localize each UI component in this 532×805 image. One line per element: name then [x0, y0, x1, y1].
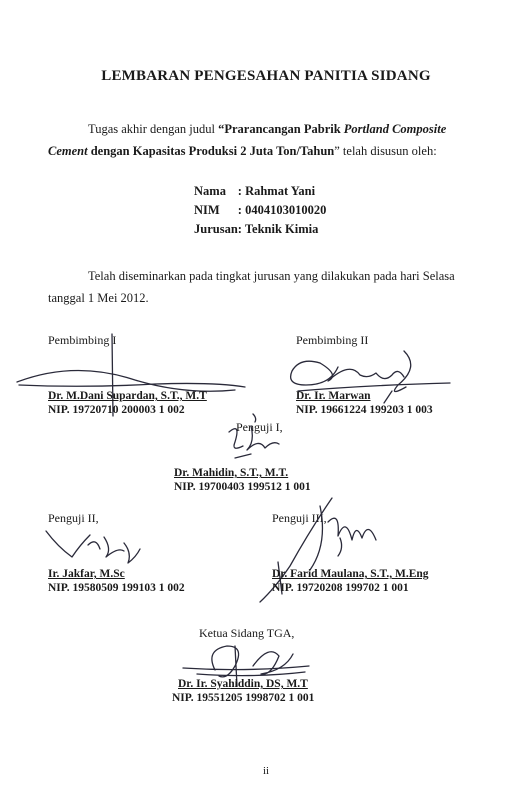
nim-label: NIM: [194, 203, 220, 217]
seminar-line-2: tanggal 1 Mei 2012.: [48, 291, 149, 305]
examiner2-name: Ir. Jakfar, M.Sc: [48, 568, 125, 580]
examiner2-role: Penguji II,: [48, 511, 99, 525]
advisor2-name: Dr. Ir. Marwan: [296, 390, 371, 402]
page-title: LEMBARAN PENGESAHAN PANITIA SIDANG: [101, 68, 431, 84]
thesis-title-italic1: Portland Composite: [343, 122, 447, 136]
examiner1-role: Penguji I,: [236, 420, 283, 434]
name-label: Nama: [194, 184, 226, 198]
advisor2-nip: NIP. 19661224 199203 1 003: [296, 404, 433, 416]
chair-name: Dr. Ir. Syahiddin, DS, M.T: [178, 678, 308, 690]
thesis-title-italic2: Cement: [48, 144, 88, 158]
advisor2-role: Pembimbing II: [296, 333, 369, 347]
intro-line-2: [48, 141, 437, 162]
major-label: Jurusan: [194, 222, 238, 236]
advisor1-role: Pembimbing I: [48, 333, 117, 347]
advisor1-name: Dr. M.Dani Supardan, S.T., M.T: [48, 390, 207, 402]
thesis-title-part2: dengan Kapasitas Produksi 2 Juta Ton/Tahun: [87, 144, 335, 158]
advisor1-nip: NIP. 19720710 200003 1 002: [48, 404, 185, 416]
name-value: : Rahmat Yani: [237, 184, 316, 198]
examiner3-nip: NIP. 19720208 199702 1 001: [272, 582, 409, 594]
intro-tail: ” telah disusun oleh:: [334, 144, 437, 158]
examiner1-name: Dr. Mahidin, S.T., M.T.: [174, 467, 289, 479]
major-value: : Teknik Kimia: [237, 222, 319, 236]
intro-lead: Tugas akhir dengan judul: [88, 122, 219, 136]
nim-value: : 0404103010020: [237, 203, 327, 217]
student-identity: [194, 184, 326, 241]
examiner3-name: Dr. Farid Maulana, S.T., M.Eng: [272, 568, 429, 580]
examiner2-nip: NIP. 19580509 199103 1 002: [48, 582, 185, 594]
chair-nip: NIP. 19551205 1998702 1 001: [172, 692, 315, 704]
chair-role: Ketua Sidang TGA,: [199, 626, 295, 640]
examiner1-signature: [195, 408, 305, 468]
page-number: ii: [262, 765, 270, 777]
thesis-title-part1: “Prarancangan Pabrik: [218, 122, 344, 136]
intro-line-1: [88, 119, 446, 140]
seminar-line-1: Telah diseminarkan pada tingkat jurusan yang dilakukan pada hari Selasa: [88, 269, 455, 283]
examiner3-role: Penguji III,: [272, 511, 327, 525]
examiner1-nip: NIP. 19700403 199512 1 001: [174, 481, 311, 493]
